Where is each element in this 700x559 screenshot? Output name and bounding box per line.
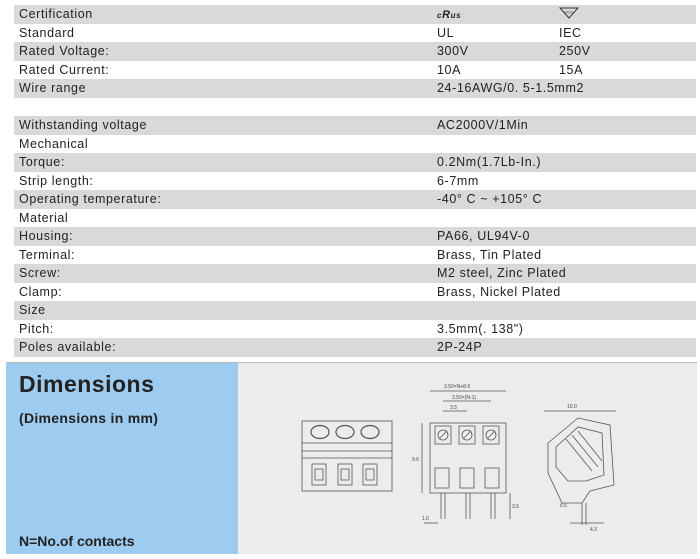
- spec-label: Terminal:: [19, 247, 76, 262]
- spec-row: [14, 264, 696, 283]
- spec-value-iec: 250V: [559, 44, 591, 59]
- front-view: [302, 421, 392, 491]
- end-view: [412, 384, 519, 523]
- spec-value: 24-16AWG/0. 5-1.5mm2: [437, 81, 585, 96]
- spec-table: [14, 5, 696, 357]
- spec-value: Brass, Nickel Plated: [437, 284, 561, 299]
- spec-label: Pitch:: [19, 321, 54, 336]
- spec-row: [14, 79, 696, 98]
- spec-label: Clamp:: [19, 284, 63, 299]
- spec-label: Poles available:: [19, 340, 117, 355]
- spec-row: [14, 227, 696, 246]
- overall-width-label: 3.50×N+8.6: [444, 384, 471, 390]
- spec-value: 3.5mm(. 138"): [437, 321, 524, 336]
- spec-value: 10A: [437, 62, 462, 77]
- pin-offset-label: 1.0: [422, 516, 429, 522]
- spec-label: Standard: [19, 25, 75, 40]
- spec-row: [14, 301, 696, 320]
- spec-value: -40° C ~ +105° C: [437, 192, 543, 207]
- contacts-note: N=No.of contacts: [19, 533, 135, 549]
- spec-row: [14, 246, 696, 265]
- spec-value: Brass, Tin Plated: [437, 247, 542, 262]
- spec-label: Strip length:: [19, 173, 94, 188]
- spec-row: [14, 172, 696, 191]
- spec-row: [14, 5, 696, 24]
- spec-value: 300V: [437, 44, 469, 59]
- spec-label: Certification: [19, 7, 93, 22]
- spec-row: [14, 153, 696, 172]
- spec-label: Size: [19, 303, 46, 318]
- spec-label: Rated Current:: [19, 62, 110, 77]
- spec-label: Screw:: [19, 266, 61, 281]
- spec-label: Housing:: [19, 229, 74, 244]
- depth-label: 10.0: [567, 404, 577, 410]
- spec-row: [14, 24, 696, 43]
- inner-width-label: 3.50×(N-1): [452, 395, 477, 401]
- spec-value: 2P-24P: [437, 340, 483, 355]
- spec-label: Wire range: [19, 81, 87, 96]
- dimensions-panel: [6, 363, 238, 554]
- spec-value: [437, 7, 559, 21]
- pin-length-label: 3.5: [512, 504, 519, 510]
- pitch-label: 3.5: [450, 405, 457, 411]
- spacer-row: [14, 98, 696, 117]
- screw-row: [311, 426, 379, 439]
- technical-drawing: [238, 363, 697, 554]
- spec-label: Rated Voltage:: [19, 44, 110, 59]
- side-b-label: 4.3: [590, 527, 597, 533]
- spec-row: [14, 116, 696, 135]
- dimensions-subtitle: (Dimensions in mm): [19, 410, 159, 426]
- spec-value-iec: [559, 7, 696, 22]
- spec-label: Mechanical: [19, 136, 89, 151]
- side-view: [544, 404, 616, 533]
- spec-row: [14, 61, 696, 80]
- spec-row: [14, 42, 696, 61]
- spec-row: [14, 338, 696, 357]
- spec-value-iec: IEC: [559, 25, 582, 40]
- drawing-panel: [238, 363, 697, 554]
- height-label: 9.6: [412, 457, 419, 463]
- spec-row: [14, 135, 696, 154]
- spec-value: UL: [437, 25, 455, 40]
- spec-row: [14, 190, 696, 209]
- spec-value-iec: 15A: [559, 62, 584, 77]
- dimensions-section: [6, 362, 697, 554]
- spec-value: AC2000V/1Min: [437, 118, 529, 133]
- spec-value: 6-7mm: [437, 173, 479, 188]
- spec-label: Operating temperature:: [19, 192, 162, 207]
- spec-label: Withstanding voltage: [19, 118, 148, 133]
- spec-value: 0.2Nm(1.7Lb-In.): [437, 155, 542, 170]
- svg-text:VDE: VDE: [564, 10, 574, 15]
- spec-value: M2 steel, Zinc Plated: [437, 266, 567, 281]
- dimensions-title: Dimensions: [19, 371, 155, 397]
- spec-label: Torque:: [19, 155, 65, 170]
- spec-label: Material: [19, 210, 69, 225]
- side-a-label: 6.5: [560, 503, 567, 509]
- vde-logo-icon: [559, 8, 579, 22]
- spec-value: PA66, UL94V-0: [437, 229, 531, 244]
- ul-logo-icon: cRus: [437, 9, 462, 22]
- spec-row: [14, 283, 696, 302]
- spec-row: [14, 209, 696, 228]
- spec-row: [14, 320, 696, 339]
